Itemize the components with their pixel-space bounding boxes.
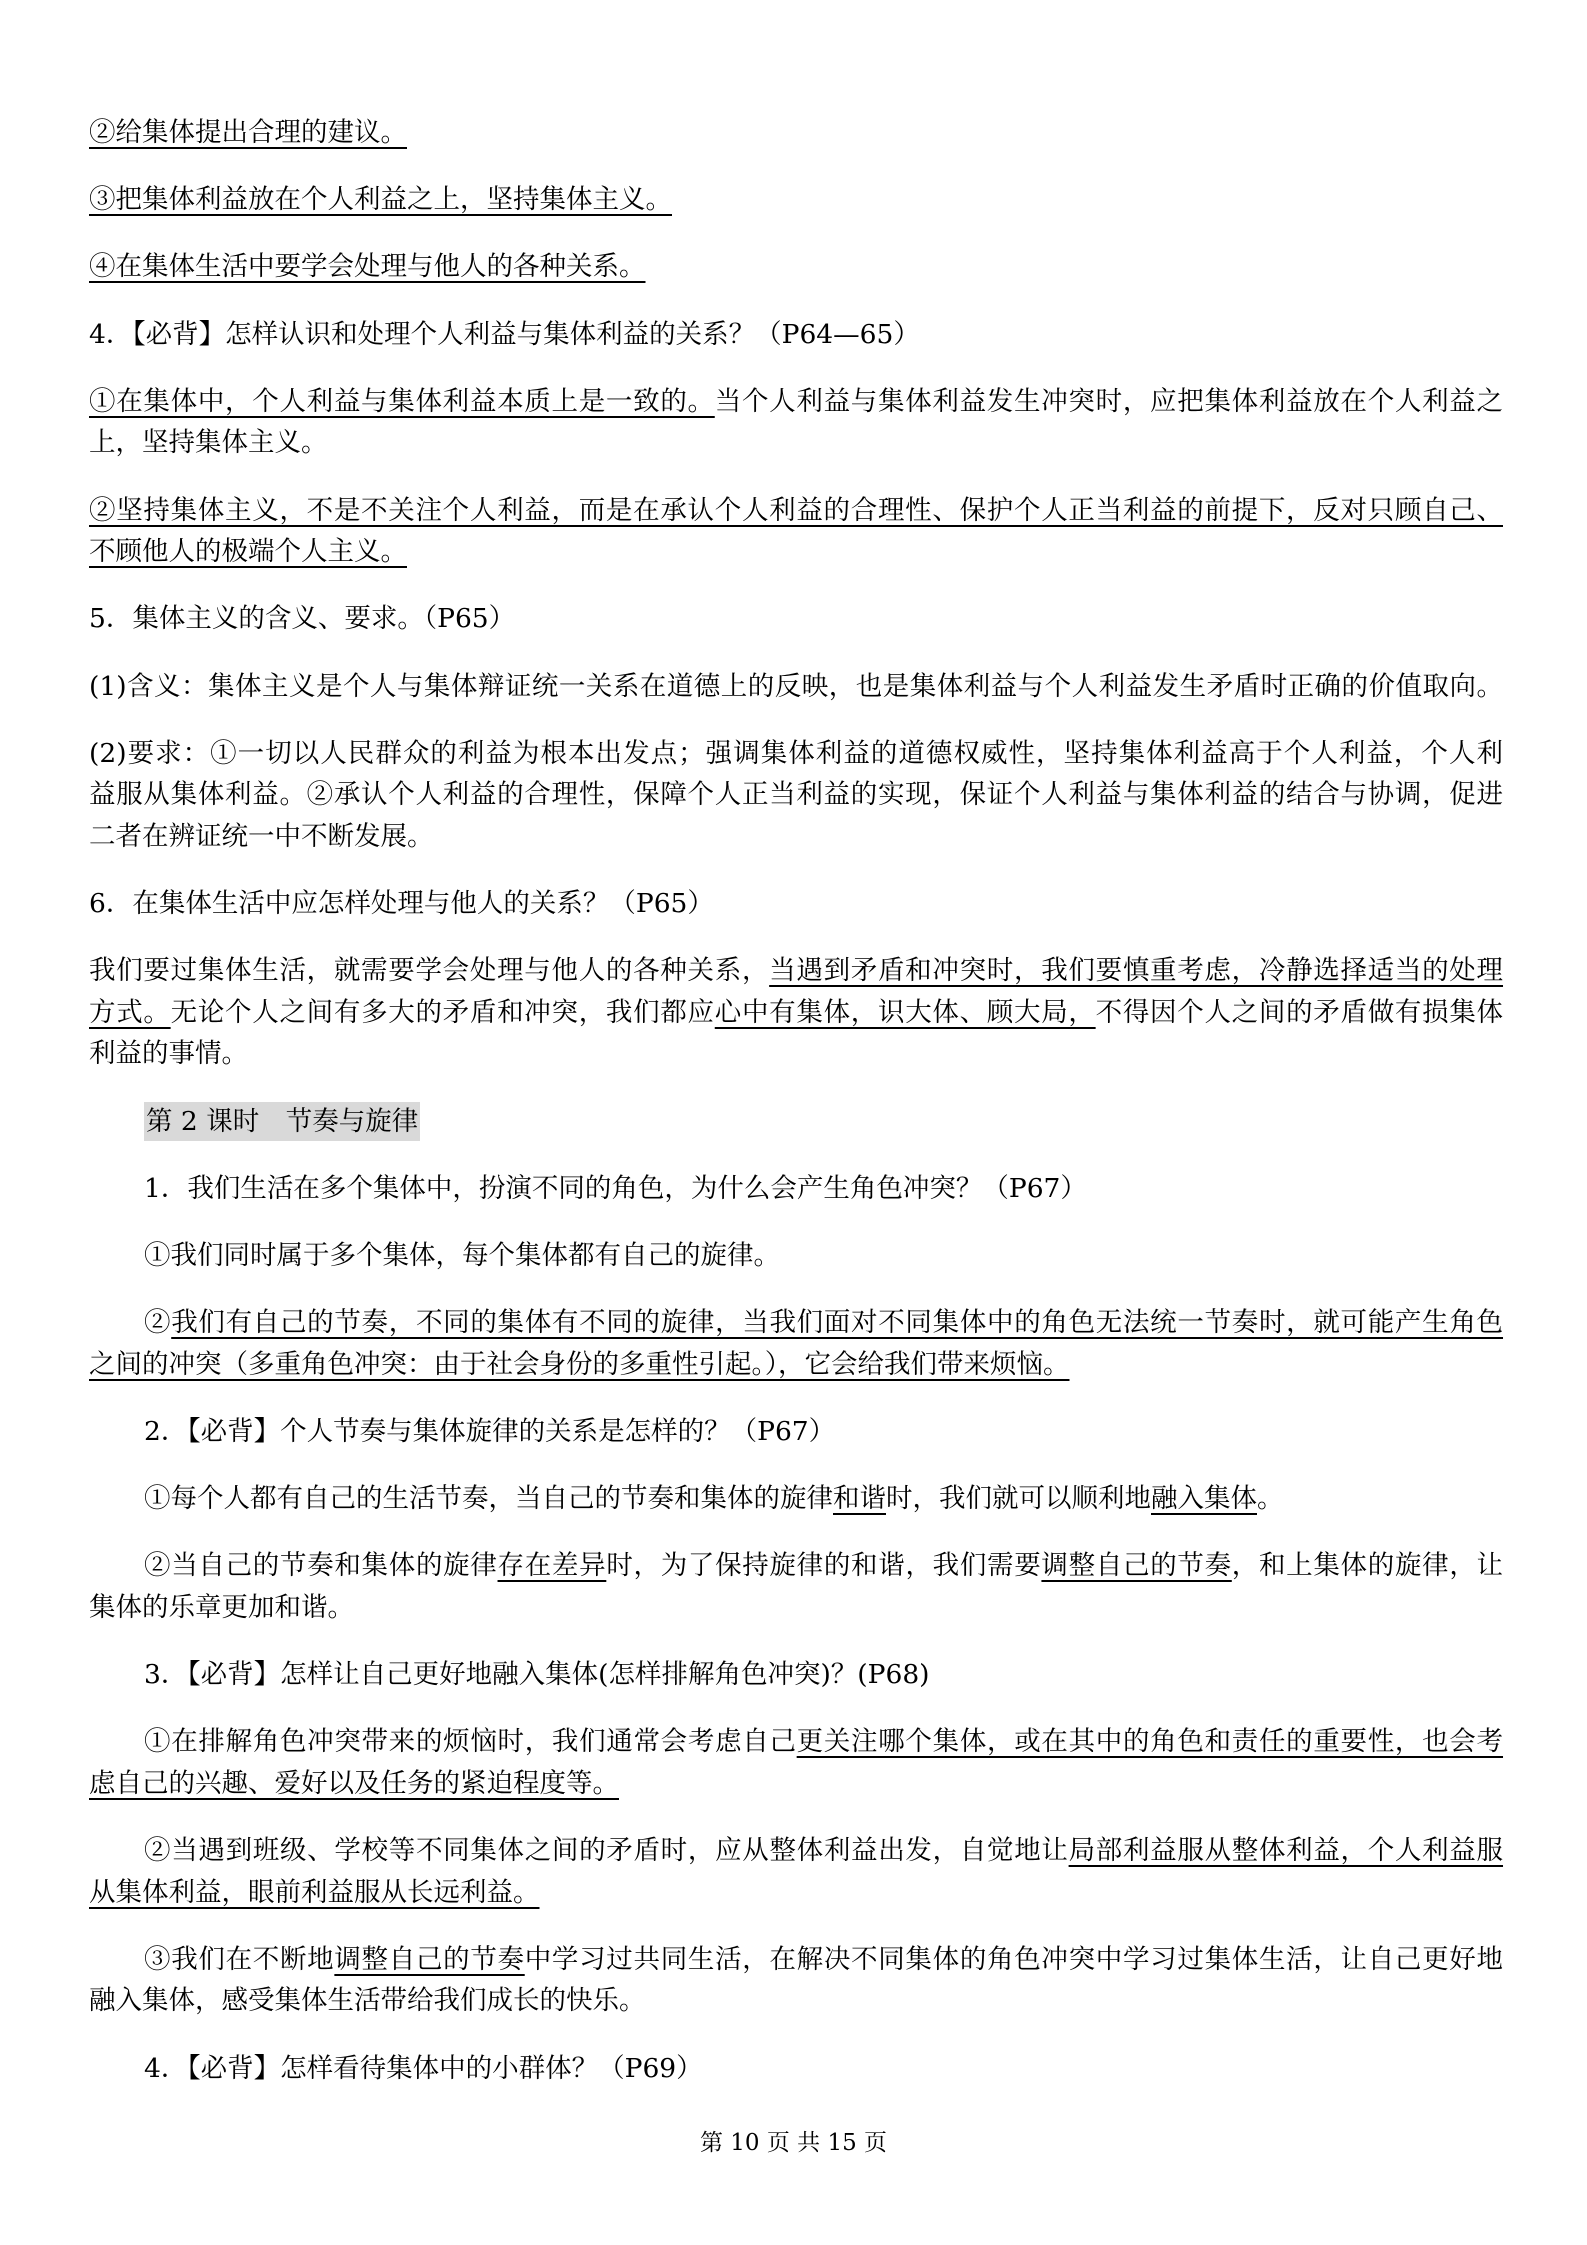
list-item bbox=[89, 179, 1503, 221]
text-segment: 不得因个人之间的矛盾做有损集体 bbox=[1095, 996, 1504, 1028]
underlined-text: 不顾他人的极端个人主义。 bbox=[89, 536, 407, 568]
question-heading bbox=[89, 314, 1503, 356]
paragraph bbox=[89, 1545, 1503, 1628]
underlined-text: ①在集体中，个人利益与集体利益本质上是一致的。 bbox=[89, 385, 715, 417]
underlined-text: ②坚持集体主义，不是不关注个人利益，而是在承认个人利益的合理性、保护个人正当利益的前提下，反对只顾自己、 bbox=[89, 494, 1503, 526]
text-segment: ，和上集体的旋律，让 bbox=[1231, 1550, 1504, 1582]
text-segment: (1)含义：集体主义是个人与集体辩证统一关系在道德上的反映，也是集体利益与个人利益发生矛盾时正确的价值取向。 bbox=[89, 670, 1503, 702]
paragraph bbox=[89, 1721, 1503, 1804]
question-heading bbox=[89, 598, 1503, 640]
text-segment: ③我们在不断地 bbox=[144, 1943, 335, 1975]
list-item bbox=[89, 112, 1503, 154]
question-text: 1．我们生活在多个集体中，扮演不同的角色，为什么会产生角色冲突？（P67） bbox=[144, 1172, 1087, 1204]
question-text: 2．【必背】个人节奏与集体旋律的关系是怎样的？（P67） bbox=[144, 1415, 836, 1447]
underlined-text: 融入集体 bbox=[1151, 1483, 1257, 1515]
question-heading bbox=[89, 1411, 1503, 1453]
text-segment: ①我们同时属于多个集体，每个集体都有自己的旋律。 bbox=[144, 1240, 780, 1271]
page-footer bbox=[0, 2127, 1587, 2159]
paragraph bbox=[89, 381, 1503, 464]
document-body bbox=[89, 112, 1503, 2115]
text-segment: 时，为了保持旋律的和谐，我们需要 bbox=[606, 1550, 1042, 1582]
text-segment: 上，坚持集体主义。 bbox=[89, 427, 328, 459]
text-segment: ②当遇到班级、学校等不同集体之间的矛盾时，应从整体利益出发，自觉地让 bbox=[144, 1835, 1069, 1867]
underlined-text: 我们有自己的节奏，不同的集体有不同的旋律，当我们面对不同集体中的角色无法统一节奏时，就可能产生角色 bbox=[171, 1307, 1504, 1339]
question-heading bbox=[89, 1654, 1503, 1696]
text-segment: 融入集体，感受集体生活带给我们成长的快乐。 bbox=[89, 1985, 646, 2017]
underlined-text: 局部利益服从整体利益，个人利益服 bbox=[1068, 1835, 1504, 1867]
lesson-heading bbox=[89, 1101, 1503, 1143]
paragraph bbox=[89, 490, 1503, 573]
paragraph bbox=[89, 950, 1503, 1075]
text-segment: 利益的事情。 bbox=[89, 1038, 248, 1070]
paragraph bbox=[89, 1478, 1503, 1520]
underlined-text: 当遇到矛盾和冲突时，我们要慎重考虑，冷静选择适当的处理 bbox=[769, 955, 1504, 987]
text-segment: ①每个人都有自己的生活节奏，当自己的节奏和集体的旋律 bbox=[144, 1483, 833, 1515]
underlined-text: ③把集体利益放在个人利益之上，坚持集体主义。 bbox=[89, 184, 672, 216]
page-number: 第 10 页 共 15 页 bbox=[699, 2130, 888, 2156]
question-text: 6．在集体生活中应怎样处理与他人的关系？（P65） bbox=[89, 888, 714, 920]
question-text: 4．【必背】怎样看待集体中的小群体？（P69） bbox=[144, 2052, 703, 2084]
paragraph bbox=[89, 1302, 1503, 1385]
question-heading bbox=[89, 883, 1503, 925]
text-segment: ②当自己的节奏和集体的旋律 bbox=[144, 1550, 498, 1582]
question-heading bbox=[89, 1168, 1503, 1210]
text-segment: 益服从集体利益。②承认个人利益的合理性，保障个人正当利益的实现，保证个人利益与集体利益的结合与协调，促进 bbox=[89, 779, 1503, 811]
paragraph bbox=[89, 1830, 1503, 1913]
text-segment: 时，我们就可以顺利地 bbox=[886, 1483, 1151, 1515]
text-segment: 我们要过集体生活，就需要学会处理与他人的各种关系， bbox=[89, 955, 770, 987]
text-segment: ② bbox=[144, 1307, 172, 1339]
text-segment: 中学习过共同生活，在解决不同集体的角色冲突中学习过集体生活，让自己更好地 bbox=[524, 1943, 1504, 1975]
underlined-text: 方式。 bbox=[89, 996, 171, 1028]
question-text: 4．【必背】怎样认识和处理个人利益与集体利益的关系？（P64—65） bbox=[89, 318, 920, 350]
underlined-text: ②给集体提出合理的建议。 bbox=[89, 117, 407, 148]
question-heading bbox=[89, 2048, 1503, 2090]
underlined-text: 调整自己的节奏 bbox=[1041, 1550, 1232, 1582]
text-segment: ①在排解角色冲突带来的烦恼时，我们通常会考虑自己 bbox=[144, 1726, 797, 1758]
underlined-text: 心中有集体，识大体、顾大局， bbox=[714, 996, 1096, 1028]
question-text: 3．【必背】怎样让自己更好地融入集体(怎样排解角色冲突)？(P68) bbox=[144, 1659, 930, 1691]
paragraph bbox=[89, 733, 1503, 858]
question-text: 5．集体主义的含义、要求。（P65） bbox=[89, 603, 516, 635]
list-item bbox=[89, 246, 1503, 288]
underlined-text: 存在差异 bbox=[497, 1550, 607, 1582]
text-segment: 集体的乐章更加和谐。 bbox=[89, 1591, 354, 1623]
underlined-text: 从集体利益，眼前利益服从长远利益。 bbox=[89, 1876, 540, 1908]
text-segment: 当个人利益与集体利益发生冲突时，应把集体利益放在个人利益之 bbox=[714, 385, 1504, 417]
underlined-text: 和谐 bbox=[833, 1483, 886, 1515]
text-segment: 二者在辨证统一中不断发展。 bbox=[89, 820, 434, 852]
underlined-text: 更关注哪个集体，或在其中的角色和责任的重要性，也会考 bbox=[796, 1726, 1504, 1758]
underlined-text: 之间的冲突（多重角色冲突：由于社会身份的多重性引起。），它会给我们带来烦恼。 bbox=[89, 1348, 1070, 1380]
underlined-text: ④在集体生活中要学会处理与他人的各种关系。 bbox=[89, 251, 646, 283]
paragraph bbox=[89, 1939, 1503, 2022]
text-segment: 无论个人之间有多大的矛盾和冲突，我们都应 bbox=[170, 996, 715, 1028]
text-segment: 。 bbox=[1257, 1483, 1284, 1515]
lesson-title: 第 2 课时 节奏与旋律 bbox=[144, 1102, 420, 1141]
paragraph bbox=[89, 1235, 1503, 1277]
underlined-text: 调整自己的节奏 bbox=[334, 1943, 525, 1975]
paragraph bbox=[89, 666, 1503, 708]
underlined-text: 虑自己的兴趣、爱好以及任务的紧迫程度等。 bbox=[89, 1767, 619, 1799]
text-segment: (2)要求：①一切以人民群众的利益为根本出发点；强调集体利益的道德权威性，坚持集体利益高于个人利益，个人利 bbox=[89, 737, 1503, 769]
